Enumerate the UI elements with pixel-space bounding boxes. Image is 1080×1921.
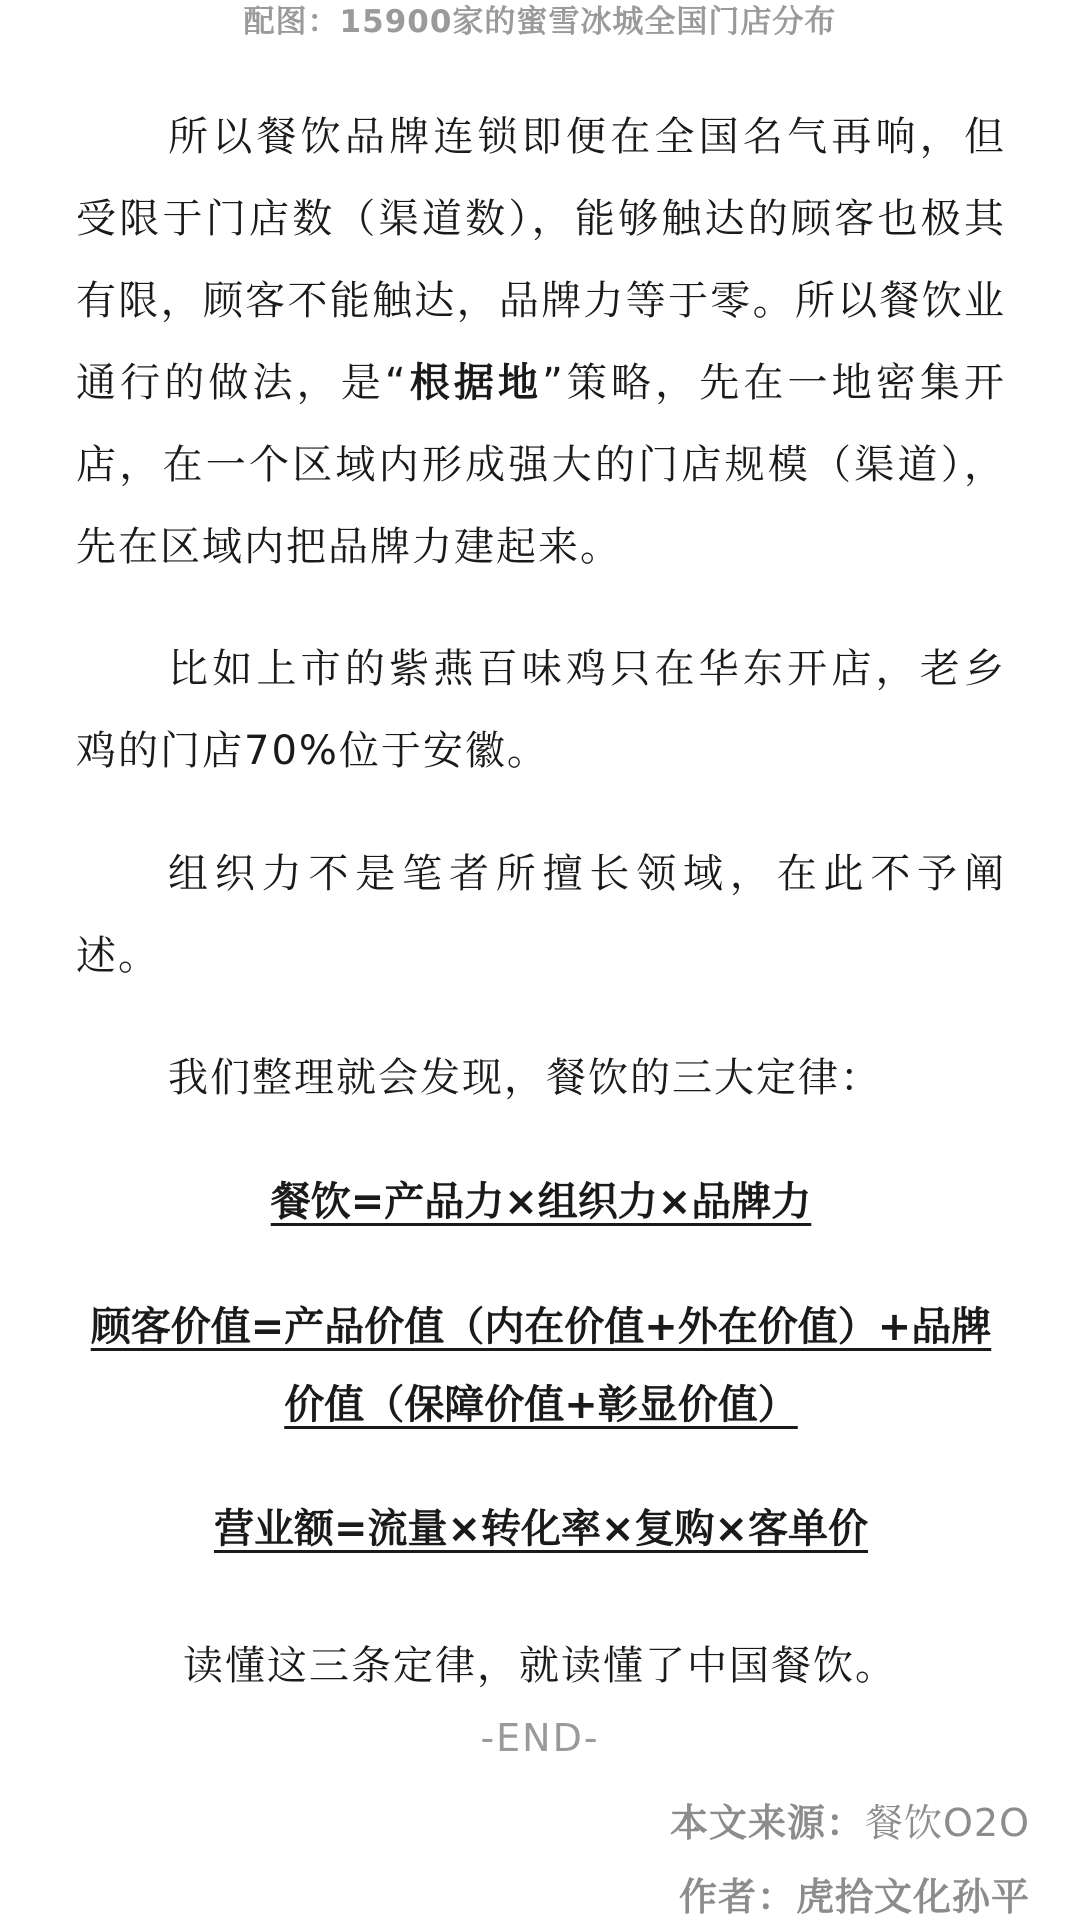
source-value: 餐饮O2O — [865, 1801, 1030, 1845]
image-caption: 配图：15900家的蜜雪冰城全国门店分布 — [243, 4, 837, 40]
bold-keyword: 根据地 — [407, 360, 543, 406]
end-marker: -END- — [480, 1716, 600, 1760]
author-label: 作者： — [678, 1875, 796, 1919]
author-credit — [679, 1866, 1030, 1921]
source-label: 本文来源： — [669, 1801, 865, 1845]
paragraph-base-strategy — [76, 96, 1006, 588]
paragraph-organization: 组织力不是笔者所擅长领域，在此不予阐述。 — [76, 851, 1006, 979]
author-value: 虎拾文化孙平 — [795, 1875, 1030, 1919]
law-customer-value-formula: 顾客价值=产品价值（内在价值+外在价值）+品牌价值（保障价值+彰显价值） — [90, 1304, 992, 1428]
source-credit — [670, 1792, 1030, 1847]
conclusion-text: 读懂这三条定律，就读懂了中国餐饮。 — [183, 1643, 897, 1689]
paragraph-text: 所以餐饮品牌连锁即便在全国名气再响，但受限于门店数（渠道数），能够触达的顾客也极其有限，顾客不能触达，品牌力等于零。所以餐饮业通行的做法，是“ — [76, 114, 1006, 406]
paragraph-examples: 比如上市的紫燕百味鸡只在华东开店，老乡鸡的门店70%位于安徽。 — [76, 646, 1006, 774]
law-revenue-formula: 营业额=流量×转化率×复购×客单价 — [213, 1506, 869, 1552]
paragraph-three-laws-intro: 我们整理就会发现，餐饮的三大定律： — [168, 1055, 882, 1101]
law-catering-formula: 餐饮=产品力×组织力×品牌力 — [270, 1179, 812, 1225]
paragraph-text: ”策略，先在一地密集开店，在一个区域内形成强大的门店规模（渠道），先在区域内把品牌力建起来。 — [76, 360, 1006, 570]
